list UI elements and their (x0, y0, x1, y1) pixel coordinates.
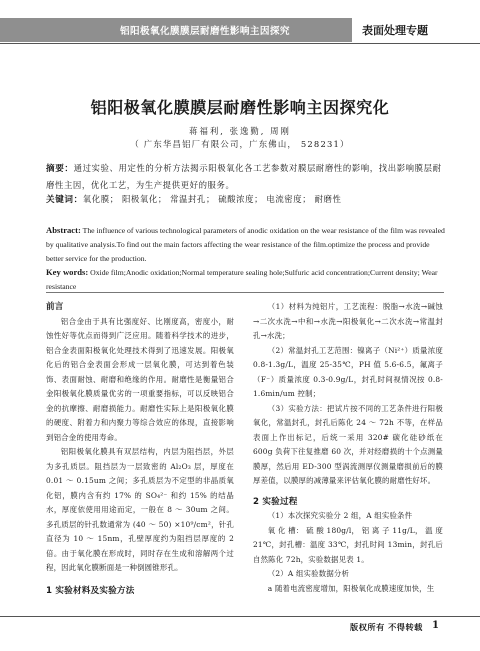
en-keywords (46, 265, 446, 294)
right-column (253, 300, 443, 596)
en-keywords-label: Key words: (46, 267, 89, 277)
cn-keywords-label: 关键词： (46, 195, 83, 205)
left-column (46, 300, 234, 598)
cn-keywords-text: 氧化膜； 阳极氧化； 常温封孔； 硫酸浓度； 电流密度； 耐磨性 (82, 194, 342, 204)
cn-abstract (46, 160, 442, 193)
footer-rule (0, 616, 480, 617)
cn-abstract-text: 通过实验、用定性的分析方法揭示阳极氧化各工艺参数对膜层耐磨性的影响，找出影响膜层耐磨性主因，优化工艺，为生产提供更好的服务。 (46, 163, 442, 190)
page-number: 1 (432, 620, 439, 631)
cn-abstract-label: 摘要： (46, 164, 74, 174)
en-keywords-text: Oxide film;Anodic oxidation;Normal temperature sealing hole;Sulfuric acid concentration;Current density; Wear resistance (46, 268, 438, 291)
section-label: 表面处理专题 (362, 24, 428, 37)
process-item-1: （1）本次探究实验分 2 组，A 组实验条件 (267, 511, 413, 520)
section-2-heading: 2 实验过程 (253, 496, 298, 507)
header-rule (0, 43, 480, 44)
process-conditions: 氧 化 槽： 硫 酸 180g/l， 铝 离 子 11g/L， 温 度 21℃，封孔槽：温度 33℃，封孔时间 13min，封孔后自然陈化 72h，实验数据见表 1。 (253, 525, 443, 564)
abstract-divider (46, 292, 444, 293)
article-title: 铝阳极氧化膜膜层耐磨性影响主因探究化 (90, 98, 390, 117)
method-item-1: （1）材料为纯铝片，工艺流程：脱脂→水洗→碱蚀→二次水洗→中和→水洗→阳极氧化→二次水洗→常温封孔→水洗； (253, 302, 443, 340)
process-item-2: （2）A 组实验数据分析 (267, 569, 350, 578)
foreword-paragraph-2: 铝阳极氧化膜具有双层结构，内层为阻挡层，外层为多孔质层。阻挡层为一层致密的 Al₂O₃ 层，厚度在 0.01 ～ 0.15um 之间；多孔质层为不定型的非晶质氧化铝，膜内含有约 17% 的 SO₄²⁻ 和约 15% 的结晶水，厚度依使用用途而定，一般在 8 ～ 30um 之间。多孔质层的针孔数通常为 (40 ～ 50) ×10⁹/cm²，针孔直径为 10 ～ 15nm，孔壁厚度约为阻挡层厚度的 2 倍。由于氧化膜在形成时，同时存在生成和溶解两个过程，因此氧化膜断面是一种倒圆锥形孔。 (46, 447, 234, 572)
process-analysis-a: a 随着电流密度增加，阳极氧化成膜速度加快，生 (267, 583, 435, 593)
running-header (0, 18, 480, 42)
en-abstract-label: Abstract: (46, 225, 81, 235)
article-authors: 蒋福利, 张逸勤, 周刚 (189, 126, 291, 136)
cn-keywords (46, 192, 442, 207)
header-band (0, 18, 352, 42)
running-title: 铝阳极氧化膜膜层耐磨性影响主因探究 (120, 26, 290, 37)
method-item-2: （2）常温封孔工艺范围：镍离子（Ni²⁺）质量浓度 0.8-1.3g/L，温度 25-35℃，PH 值 5.6-6.5，氟离子（F⁻）质量浓度 0.3-0.9g/L，封孔时间视情况按 0.8-1.6min/um 控制； (253, 345, 443, 398)
en-abstract-text: The influence of various technological parameters of anodic oxidation on the wear resistance of the film was revealed by qualitative analysis.To find out the main factors affecting the wear resistance of the film.optimize the process and provide better service for the production. (46, 226, 445, 263)
foreword-heading: 前言 (46, 302, 64, 312)
section-1-heading: 1 实验材料及实验方法 (46, 585, 135, 596)
foreword-paragraph-1: 铝合金由于具有比强度好、比刚度高，密度小，耐蚀性好等优点而得到广泛应用。随着科学技术的进步，铝合金表面阳极氧化处理技术得到了迅速发展。阳极氧化后的铝合金表面会形成一层氧化膜，可达到着色装饰、表面耐蚀、耐磨和绝缘的作用。耐磨性是衡量铝合金阳极氧化膜质量优劣的一项重要指标，可以反映铝合金的抗摩擦、耐磨损能力。耐磨性实际上是阳极氧化膜的硬度、附着力和内聚力等综合效应的体现，直接影响到铝合金的使用寿命。 (46, 316, 234, 442)
en-abstract (46, 223, 446, 266)
method-item-3: （3）实验方法：把试片按不同的工艺条件进行阳极氧化，常温封孔，封孔后陈化 24 ～ 72h 不等，在样品表面上作出标记，后统一采用 320# 碳化硅砂纸在 600g 负荷下往复推磨 60 次，并对经磨损的十个点测量膜厚，然后用 ED-300 型涡流测厚仪测量磨损前后的膜厚差值，以膜厚的减薄量来评估氧化膜的耐磨性好坏。 (253, 403, 443, 485)
footer-rights: 版权所有 不得转载 (350, 622, 423, 632)
article-affiliation: （ 广东华昌铝厂有限公司，广东佛山， 528231） (130, 139, 350, 149)
